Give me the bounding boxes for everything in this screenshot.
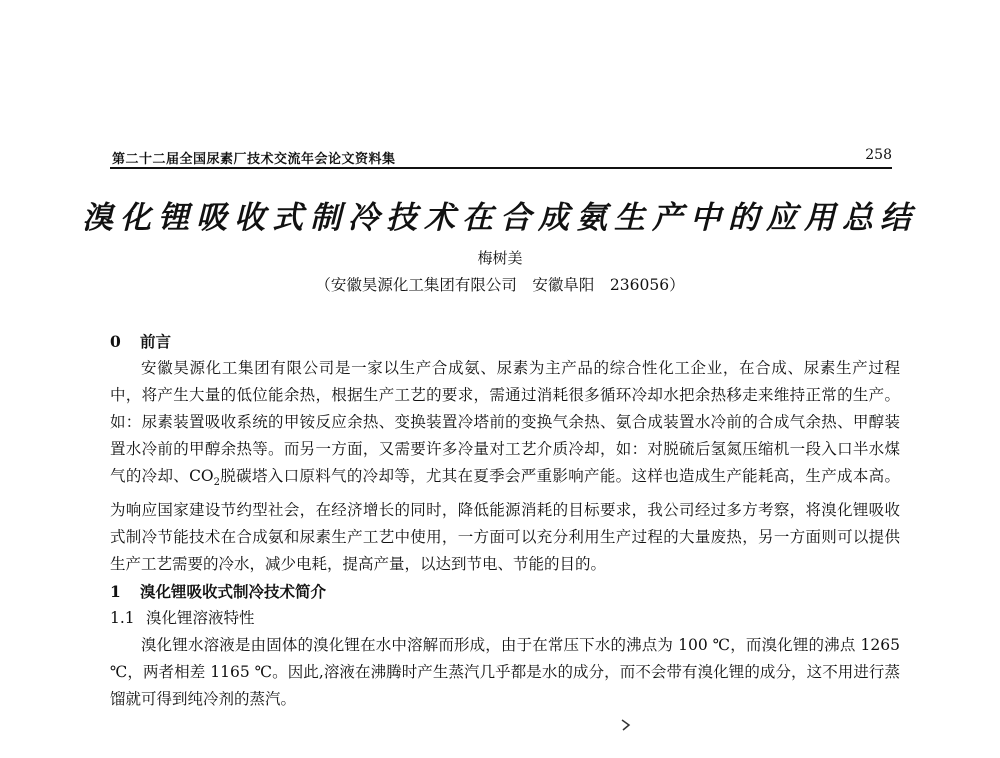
page-number: 258 <box>865 147 892 163</box>
section-heading-intro <box>110 328 900 355</box>
proceedings-title: 第二十二届全国尿素厂技术交流年会论文资料集 <box>112 152 396 167</box>
body-text <box>110 328 900 713</box>
section-number: 0 <box>110 332 121 351</box>
paragraph-1-1: 溴化锂水溶液是由固体的溴化锂在水中溶解而形成，由于在常压下水的沸点为 100 ℃，而溴化锂的沸点 1265 ℃，两者相差 1165 ℃。因此,溶液在沸腾时产生蒸汽几乎都是水的成分，而不会带有溴化锂的成分，这不用进行蒸馏就可得到纯冷剂的蒸汽。 <box>110 636 900 709</box>
section-title: 溴化锂吸收式制冷技术简介 <box>140 581 327 601</box>
handwritten-mark-icon <box>620 718 632 732</box>
section-heading-1 <box>110 578 900 605</box>
subsection-number: 1.1 <box>110 609 135 628</box>
subsection-heading-1-1 <box>110 605 900 632</box>
paper-title: 溴化锂吸收式制冷技术在合成氨生产中的应用总结 <box>82 200 918 236</box>
subsection-title: 溴化锂溶液特性 <box>146 609 255 628</box>
author-name: 梅树美 <box>477 249 523 267</box>
subscript: 2 <box>213 477 221 489</box>
section-title: 前言 <box>140 332 172 351</box>
running-header <box>110 147 892 169</box>
section-number: 1 <box>110 581 121 601</box>
paragraph-intro: 安徽昊源化工集团有限公司是一家以生产合成氨、尿素为主产品的综合性化工企业，在合成、尿素生产过程中，将产生大量的低位能余热，根据生产工艺的要求，需通过消耗很多循环冷却水把余热移走来维持正常的生产。如：尿素装置吸收系统的甲铵反应余热、变换装置冷塔前的变换气余热、氨合成装置水冷前的合成气余热、甲醇装置水冷前的甲醇余热等。而另一方面，又需要许多冷量对工艺介质冷却，如：对脱硫后氢氮压缩机一段入口半水煤气的冷却、$CO_2$脱碳塔入口原料气的冷却等，尤其在夏季会严重影响产能。这样也造成生产能耗高，生产成本高。为响应国家建设节约型社会，在经济增长的同时，降低能源消耗的目标要求，我公司经过多方考察，将溴化锂吸收式制冷节能技术在合成氨和尿素生产工艺中使用，一方面可以充分利用生产过程的大量废热，另一方面则可以提供生产工艺需要的冷水，减少电耗，提高产量，以达到节电、节能的目的。 <box>110 359 900 573</box>
author-affiliation: （安徽昊源化工集团有限公司 安徽阜阳 236056） <box>315 276 685 294</box>
